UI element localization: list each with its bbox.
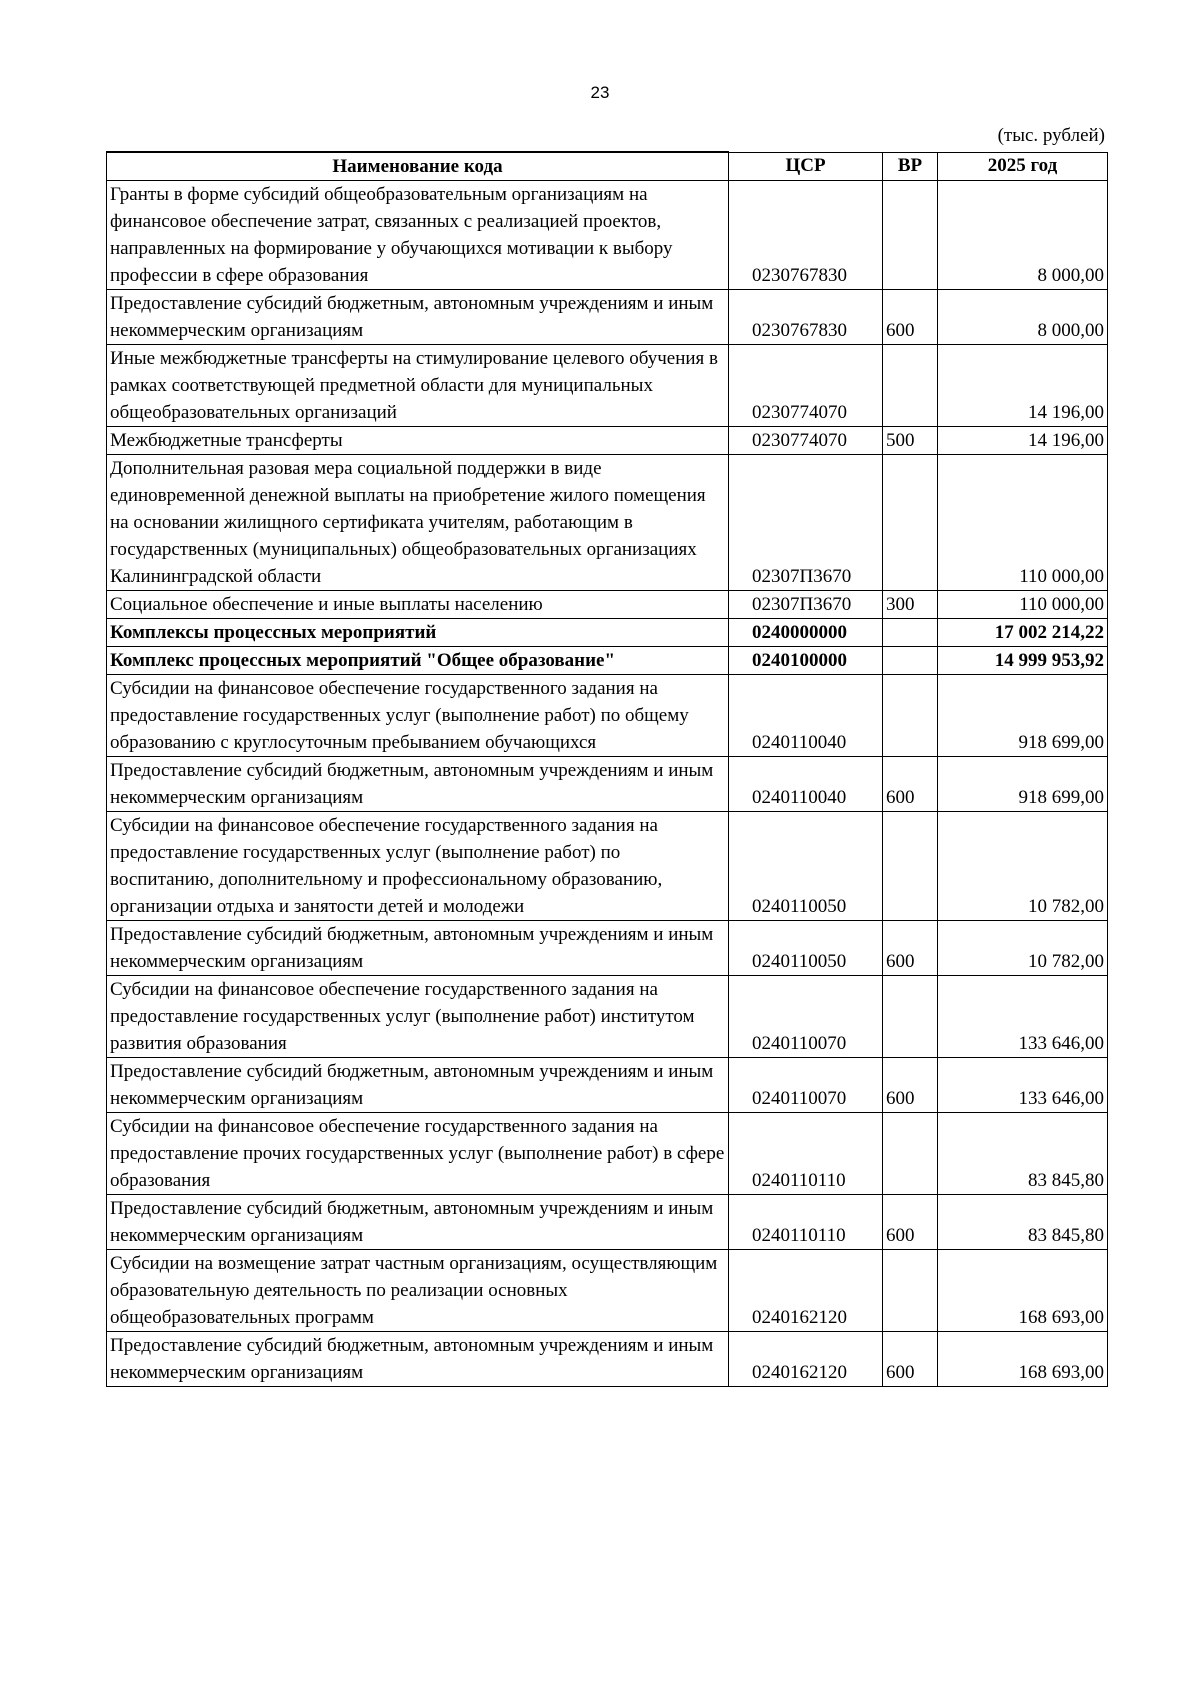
cell-name: Субсидии на финансовое обеспечение государственного задания на предоставление государственных услуг (выполнение работ) институтом развития образования [107, 976, 729, 1058]
cell-name: Социальное обеспечение и иные выплаты населению [107, 591, 729, 619]
cell-vr: 300 [883, 591, 938, 619]
cell-name: Предоставление субсидий бюджетным, автономным учреждениям и иным некоммерческим организациям [107, 1195, 729, 1250]
cell-vr [883, 1113, 938, 1195]
units-label: (тыс. рублей) [997, 125, 1105, 146]
table-row [107, 591, 1108, 619]
table-row [107, 675, 1108, 757]
cell-csr: 0240110070 [729, 1058, 883, 1113]
cell-amount: 133 646,00 [938, 976, 1108, 1058]
cell-name: Иные межбюджетные трансферты на стимулирование целевого обучения в рамках соответствующей предметной области для муниципальных общеобразовательных организаций [107, 345, 729, 427]
header-year: 2025 год [938, 152, 1108, 181]
table-row [107, 1113, 1108, 1195]
table-body [107, 181, 1108, 1387]
cell-amount: 168 693,00 [938, 1332, 1108, 1387]
header-name: Наименование кода [107, 152, 729, 181]
table-row [107, 757, 1108, 812]
table-row [107, 427, 1108, 455]
cell-name: Субсидии на возмещение затрат частным организациям, осуществляющим образовательную деятельность по реализации основных общеобразовательных программ [107, 1250, 729, 1332]
cell-vr [883, 976, 938, 1058]
cell-amount: 83 845,80 [938, 1113, 1108, 1195]
cell-vr [883, 455, 938, 591]
cell-name: Комплексы процессных мероприятий [107, 619, 729, 647]
cell-vr [883, 1250, 938, 1332]
cell-csr: 0240100000 [729, 647, 883, 675]
table-row [107, 1058, 1108, 1113]
cell-name: Комплекс процессных мероприятий "Общее образование" [107, 647, 729, 675]
cell-vr [883, 345, 938, 427]
cell-vr: 600 [883, 757, 938, 812]
cell-vr: 600 [883, 1058, 938, 1113]
cell-amount: 83 845,80 [938, 1195, 1108, 1250]
cell-csr: 0240110110 [729, 1195, 883, 1250]
cell-name: Предоставление субсидий бюджетным, автономным учреждениям и иным некоммерческим организациям [107, 1332, 729, 1387]
cell-csr: 0240162120 [729, 1250, 883, 1332]
cell-csr: 0240162120 [729, 1332, 883, 1387]
cell-csr: 0240110070 [729, 976, 883, 1058]
cell-csr: 0240110040 [729, 675, 883, 757]
table-row [107, 1332, 1108, 1387]
cell-csr: 0240000000 [729, 619, 883, 647]
page-number: 23 [590, 83, 610, 102]
cell-vr: 500 [883, 427, 938, 455]
cell-amount: 110 000,00 [938, 455, 1108, 591]
cell-vr [883, 812, 938, 921]
table-header-row [107, 152, 1108, 181]
cell-name: Субсидии на финансовое обеспечение государственного задания на предоставление государственных услуг (выполнение работ) по общему образованию с круглосуточным пребыванием обучающихся [107, 675, 729, 757]
cell-amount: 10 782,00 [938, 812, 1108, 921]
cell-vr: 600 [883, 290, 938, 345]
table-row [107, 1195, 1108, 1250]
cell-vr [883, 675, 938, 757]
cell-vr: 600 [883, 921, 938, 976]
cell-amount: 133 646,00 [938, 1058, 1108, 1113]
cell-amount: 14 196,00 [938, 345, 1108, 427]
cell-amount: 8 000,00 [938, 181, 1108, 290]
cell-csr: 0230767830 [729, 290, 883, 345]
cell-amount: 17 002 214,22 [938, 619, 1108, 647]
cell-amount: 10 782,00 [938, 921, 1108, 976]
table-row [107, 812, 1108, 921]
cell-name: Межбюджетные трансферты [107, 427, 729, 455]
cell-csr: 02307П3670 [729, 455, 883, 591]
cell-vr: 600 [883, 1195, 938, 1250]
budget-table [106, 151, 1108, 1387]
table-row [107, 619, 1108, 647]
cell-amount: 918 699,00 [938, 675, 1108, 757]
cell-name: Предоставление субсидий бюджетным, автономным учреждениям и иным некоммерческим организациям [107, 290, 729, 345]
cell-amount: 918 699,00 [938, 757, 1108, 812]
table-row [107, 345, 1108, 427]
cell-name: Субсидии на финансовое обеспечение государственного задания на предоставление государственных услуг (выполнение работ) по воспитанию, дополнительному и профессиональному образованию, организации отдыха и занятости детей и молодежи [107, 812, 729, 921]
cell-amount: 14 196,00 [938, 427, 1108, 455]
cell-name: Предоставление субсидий бюджетным, автономным учреждениям и иным некоммерческим организациям [107, 1058, 729, 1113]
table-row [107, 1250, 1108, 1332]
table-row [107, 455, 1108, 591]
table-row [107, 921, 1108, 976]
cell-csr: 02307П3670 [729, 591, 883, 619]
cell-name: Субсидии на финансовое обеспечение государственного задания на предоставление прочих государственных услуг (выполнение работ) в сфере образования [107, 1113, 729, 1195]
cell-amount: 8 000,00 [938, 290, 1108, 345]
cell-csr: 0230774070 [729, 427, 883, 455]
table-row [107, 290, 1108, 345]
cell-amount: 110 000,00 [938, 591, 1108, 619]
cell-name: Предоставление субсидий бюджетным, автономным учреждениям и иным некоммерческим организациям [107, 921, 729, 976]
cell-vr [883, 181, 938, 290]
cell-csr: 0240110040 [729, 757, 883, 812]
cell-amount: 14 999 953,92 [938, 647, 1108, 675]
cell-csr: 0230774070 [729, 345, 883, 427]
cell-csr: 0240110110 [729, 1113, 883, 1195]
header-vr: ВР [883, 152, 938, 181]
cell-name: Дополнительная разовая мера социальной поддержки в виде единовременной денежной выплаты на приобретение жилого помещения на основании жилищного сертификата учителям, работающим в государственных (муниципальных) общеобразовательных организациях Калининградской области [107, 455, 729, 591]
table-row [107, 181, 1108, 290]
table-row [107, 647, 1108, 675]
cell-amount: 168 693,00 [938, 1250, 1108, 1332]
table-row [107, 976, 1108, 1058]
cell-name: Предоставление субсидий бюджетным, автономным учреждениям и иным некоммерческим организациям [107, 757, 729, 812]
cell-csr: 0230767830 [729, 181, 883, 290]
cell-csr: 0240110050 [729, 812, 883, 921]
header-csr: ЦСР [729, 152, 883, 181]
cell-vr [883, 647, 938, 675]
cell-csr: 0240110050 [729, 921, 883, 976]
cell-vr: 600 [883, 1332, 938, 1387]
cell-vr [883, 619, 938, 647]
cell-name: Гранты в форме субсидий общеобразовательным организациям на финансовое обеспечение затрат, связанных с реализацией проектов, направленных на формирование у обучающихся мотивации к выбору профессии в сфере образования [107, 181, 729, 290]
